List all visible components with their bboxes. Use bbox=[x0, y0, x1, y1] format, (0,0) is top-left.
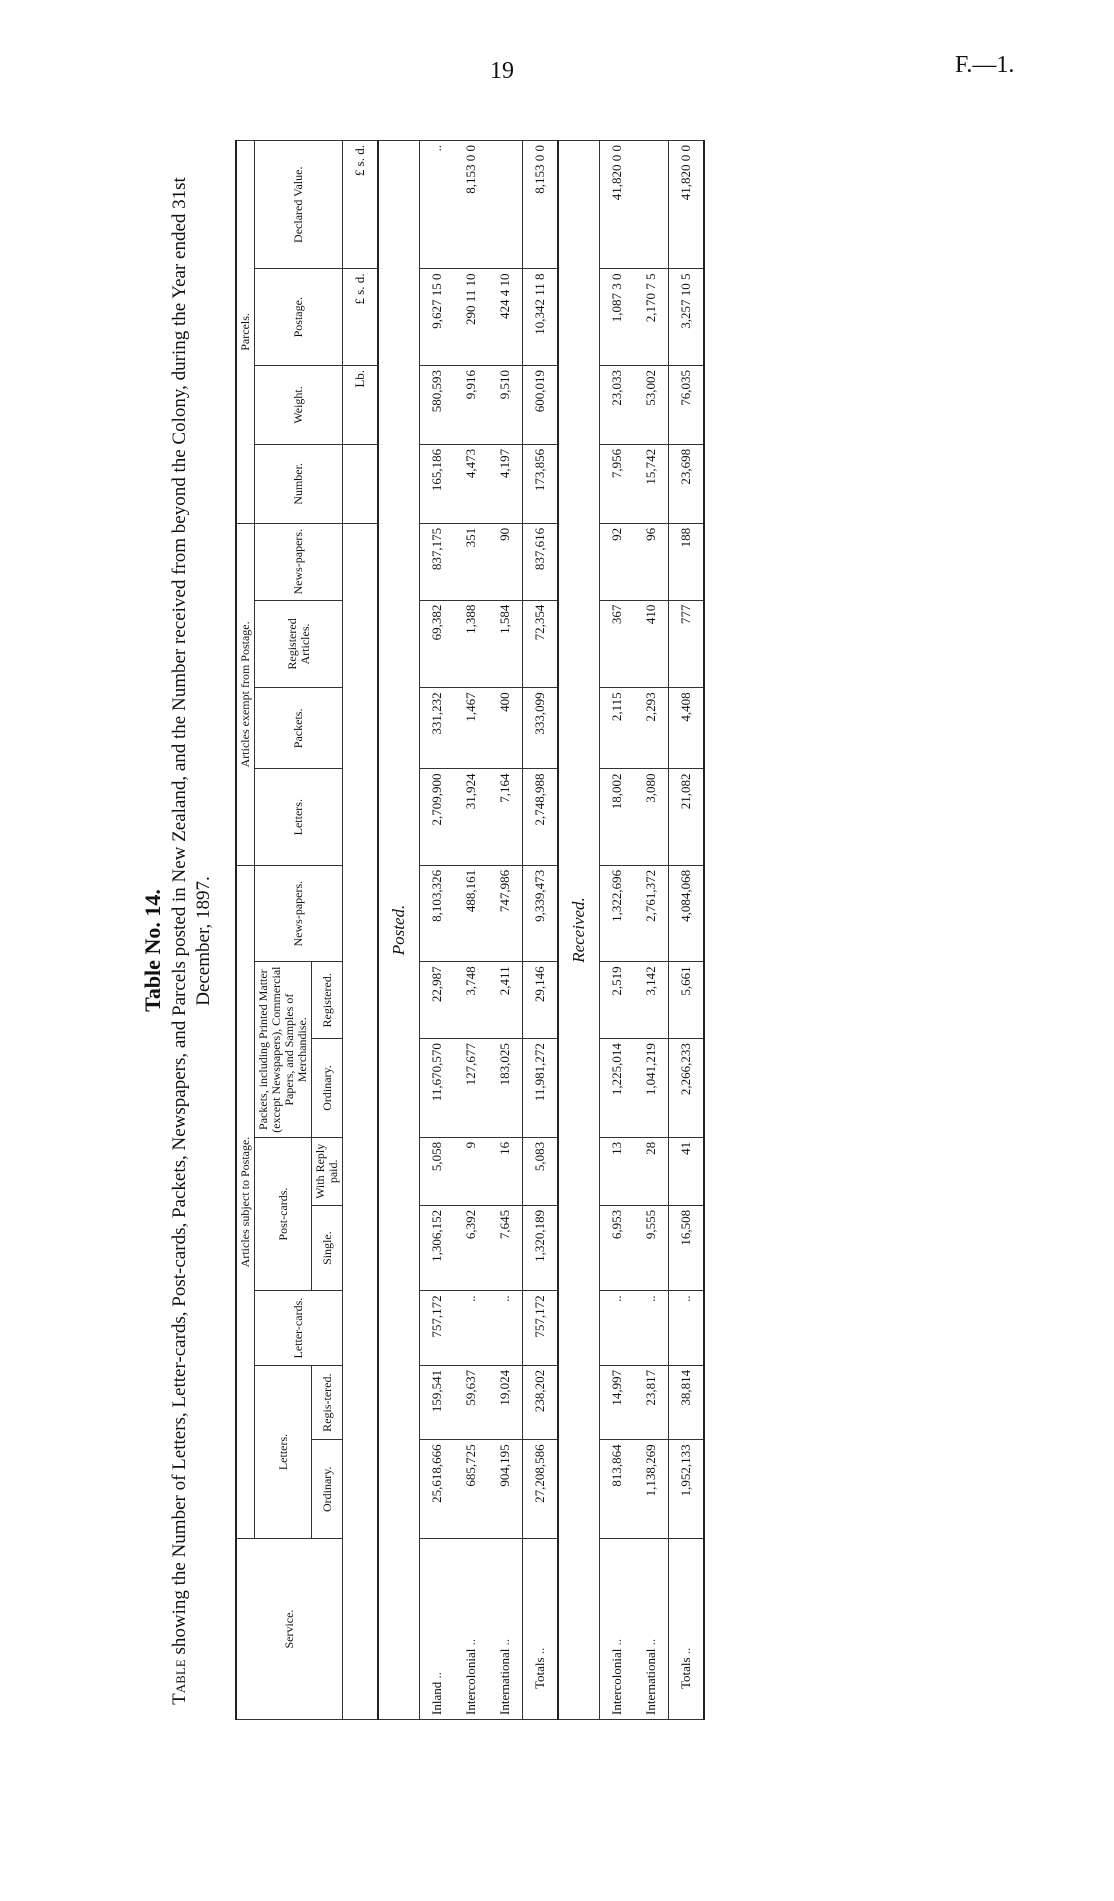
cell: 4,197 bbox=[488, 444, 523, 523]
cell: 3,080 bbox=[634, 769, 669, 865]
totals-row bbox=[523, 141, 559, 1720]
cell: 3,748 bbox=[454, 962, 488, 1039]
cell: 4,473 bbox=[454, 444, 488, 523]
cell: 333,099 bbox=[523, 688, 559, 769]
header-subject-to-postage: Articles subject to Postage. bbox=[236, 865, 255, 1538]
header-exempt-newspapers: News-papers. bbox=[255, 523, 343, 600]
header-parcels: Parcels. bbox=[236, 141, 255, 524]
cell: 41,820 0 0 bbox=[600, 141, 635, 269]
service-name: Intercolonial .. bbox=[600, 1539, 635, 1720]
cell: 2,519 bbox=[600, 962, 635, 1039]
statistics-table bbox=[235, 140, 705, 1720]
cell: 2,293 bbox=[634, 688, 669, 769]
section-title-received: Received. bbox=[558, 141, 600, 1720]
cell: 28 bbox=[634, 1137, 669, 1205]
cell: 1,322,696 bbox=[600, 865, 635, 962]
cell: 23,033 bbox=[600, 365, 635, 444]
cell: 1,225,014 bbox=[600, 1039, 635, 1138]
service-name: Inland .. bbox=[420, 1539, 455, 1720]
cell: 165,186 bbox=[420, 444, 455, 523]
cell: 27,208,586 bbox=[523, 1440, 559, 1539]
cell: 23,817 bbox=[634, 1365, 669, 1440]
cell: 837,175 bbox=[420, 523, 455, 600]
cell: 1,041,219 bbox=[634, 1039, 669, 1138]
cell: 72,354 bbox=[523, 600, 559, 688]
header-service: Service. bbox=[236, 1539, 343, 1720]
header-post-cards: Post-cards. bbox=[255, 1137, 312, 1290]
cell: 10,342 11 8 bbox=[523, 269, 559, 365]
cell: 580,593 bbox=[420, 365, 455, 444]
header-letters-ordinary: Ordinary. bbox=[312, 1440, 343, 1539]
cell: 69,382 bbox=[420, 600, 455, 688]
cell: .. bbox=[420, 141, 455, 269]
cell: 685,725 bbox=[454, 1440, 488, 1539]
header-postcards-single: Single. bbox=[312, 1205, 343, 1291]
totals-row bbox=[669, 141, 705, 1720]
cell: 9,510 bbox=[488, 365, 523, 444]
cell: 2,266,233 bbox=[669, 1039, 705, 1138]
cell: 904,195 bbox=[488, 1440, 523, 1539]
cell: 1,320,189 bbox=[523, 1205, 559, 1291]
cell: 367 bbox=[600, 600, 635, 688]
cell: 29,146 bbox=[523, 962, 559, 1039]
unit-lb: Lb. bbox=[343, 365, 379, 444]
header-letter-cards: Letter-cards. bbox=[255, 1291, 343, 1366]
cell: 159,541 bbox=[420, 1365, 455, 1440]
cell: 2,709,900 bbox=[420, 769, 455, 865]
header-letters: Letters. bbox=[255, 1365, 312, 1538]
cell: 127,677 bbox=[454, 1039, 488, 1138]
cell: 19,024 bbox=[488, 1365, 523, 1440]
header-parcel-postage: Postage. bbox=[255, 269, 343, 365]
cell: 777 bbox=[669, 600, 705, 688]
cell: 22,987 bbox=[420, 962, 455, 1039]
cell: 757,172 bbox=[523, 1291, 559, 1366]
header-letters-registered: Regis-tered. bbox=[312, 1365, 343, 1440]
cell: 2,761,372 bbox=[634, 865, 669, 962]
cell: 1,467 bbox=[454, 688, 488, 769]
table-number-heading: Table No. 14. bbox=[140, 889, 165, 1012]
cell: 400 bbox=[488, 688, 523, 769]
cell: 41 bbox=[669, 1137, 705, 1205]
cell: 13 bbox=[600, 1137, 635, 1205]
service-name: International .. bbox=[634, 1539, 669, 1720]
cell: 1,388 bbox=[454, 600, 488, 688]
cell: 4,084,068 bbox=[669, 865, 705, 962]
cell: 2,748,988 bbox=[523, 769, 559, 865]
table-caption bbox=[168, 161, 216, 1721]
cell: 2,170 7 5 bbox=[634, 269, 669, 365]
cell: 23,698 bbox=[669, 444, 705, 523]
cell: .. bbox=[600, 1291, 635, 1366]
cell: .. bbox=[488, 1291, 523, 1366]
cell: 1,306,152 bbox=[420, 1205, 455, 1291]
header-parcel-weight: Weight. bbox=[255, 365, 343, 444]
cell: 11,981,272 bbox=[523, 1039, 559, 1138]
cell: 600,019 bbox=[523, 365, 559, 444]
table-row bbox=[634, 141, 669, 1720]
cell: 7,164 bbox=[488, 769, 523, 865]
cell: 488,161 bbox=[454, 865, 488, 962]
cell: 8,103,326 bbox=[420, 865, 455, 962]
cell: 8,153 0 0 bbox=[454, 141, 488, 269]
cell: 76,035 bbox=[669, 365, 705, 444]
cell: .. bbox=[634, 1291, 669, 1366]
unit-lsd-declared: £ s. d. bbox=[343, 141, 379, 269]
cell: 53,002 bbox=[634, 365, 669, 444]
cell: 1,584 bbox=[488, 600, 523, 688]
cell bbox=[634, 141, 669, 269]
cell: 21,082 bbox=[669, 769, 705, 865]
cell: 16,508 bbox=[669, 1205, 705, 1291]
table-row bbox=[454, 141, 488, 1720]
header-exempt-letters: Letters. bbox=[255, 769, 343, 865]
cell: 183,025 bbox=[488, 1039, 523, 1138]
header-declared-value: Declared Value. bbox=[255, 141, 343, 269]
service-name: Totals .. bbox=[669, 1539, 705, 1720]
table-row bbox=[488, 141, 523, 1720]
units-spacer bbox=[343, 444, 379, 523]
cell: 38,814 bbox=[669, 1365, 705, 1440]
cell: 4,408 bbox=[669, 688, 705, 769]
cell: 31,924 bbox=[454, 769, 488, 865]
cell: 2,411 bbox=[488, 962, 523, 1039]
header-parcel-number: Number. bbox=[255, 444, 343, 523]
header-packets: Packets, including Printed Matter (except Newspapers), Commercial Papers, and Samples of Merchandise. bbox=[255, 962, 312, 1137]
cell: 5,058 bbox=[420, 1137, 455, 1205]
cell: 424 4 10 bbox=[488, 269, 523, 365]
service-name: Totals .. bbox=[523, 1539, 559, 1720]
service-name: Intercolonial .. bbox=[454, 1539, 488, 1720]
document-reference: F.—1. bbox=[955, 52, 1015, 78]
header-exempt-packets: Packets. bbox=[255, 688, 343, 769]
cell: 6,392 bbox=[454, 1205, 488, 1291]
service-name: International .. bbox=[488, 1539, 523, 1720]
cell: 813,864 bbox=[600, 1440, 635, 1539]
cell: 410 bbox=[634, 600, 669, 688]
cell: 173,856 bbox=[523, 444, 559, 523]
cell: 837,616 bbox=[523, 523, 559, 600]
cell: 188 bbox=[669, 523, 705, 600]
cell: 14,997 bbox=[600, 1365, 635, 1440]
cell: 41,820 0 0 bbox=[669, 141, 705, 269]
cell: 290 11 10 bbox=[454, 269, 488, 365]
cell: 7,645 bbox=[488, 1205, 523, 1291]
cell: 92 bbox=[600, 523, 635, 600]
header-newspapers: News-papers. bbox=[255, 865, 343, 962]
unit-lsd: £ s. d. bbox=[343, 269, 379, 365]
cell: .. bbox=[669, 1291, 705, 1366]
cell: 96 bbox=[634, 523, 669, 600]
cell: 5,083 bbox=[523, 1137, 559, 1205]
cell: .. bbox=[454, 1291, 488, 1366]
caption-lead: Table bbox=[169, 1659, 190, 1705]
cell: 1,138,269 bbox=[634, 1440, 669, 1539]
cell: 11,670,570 bbox=[420, 1039, 455, 1138]
header-exempt-registered: Registered Articles. bbox=[255, 600, 343, 688]
cell: 351 bbox=[454, 523, 488, 600]
header-exempt-from-postage: Articles exempt from Postage. bbox=[236, 523, 255, 865]
header-packets-registered: Registered. bbox=[312, 962, 343, 1039]
cell: 16 bbox=[488, 1137, 523, 1205]
cell: 90 bbox=[488, 523, 523, 600]
table-row bbox=[420, 141, 455, 1720]
cell: 747,986 bbox=[488, 865, 523, 962]
caption-text: showing the Number of Letters, Letter-cards, Post-cards, Packets, Newspapers, and Parcels posted in New Zealand, and the Number received from beyond the Colony, during the Year ended 31st December, 1897. bbox=[169, 177, 214, 1660]
units-spacer bbox=[343, 523, 379, 1719]
cell: 238,202 bbox=[523, 1365, 559, 1440]
cell: 5,661 bbox=[669, 962, 705, 1039]
header-packets-ordinary: Ordinary. bbox=[312, 1039, 343, 1138]
cell: 9,555 bbox=[634, 1205, 669, 1291]
cell: 9,339,473 bbox=[523, 865, 559, 962]
cell: 3,257 10 5 bbox=[669, 269, 705, 365]
cell: 3,142 bbox=[634, 962, 669, 1039]
cell: 18,002 bbox=[600, 769, 635, 865]
cell bbox=[488, 141, 523, 269]
page-number: 19 bbox=[490, 58, 514, 84]
cell: 7,956 bbox=[600, 444, 635, 523]
cell: 15,742 bbox=[634, 444, 669, 523]
cell: 757,172 bbox=[420, 1291, 455, 1366]
cell: 25,618,666 bbox=[420, 1440, 455, 1539]
cell: 331,232 bbox=[420, 688, 455, 769]
cell: 8,153 0 0 bbox=[523, 141, 559, 269]
cell: 9,627 15 0 bbox=[420, 269, 455, 365]
cell: 1,952,133 bbox=[669, 1440, 705, 1539]
header-postcards-reply: With Reply paid. bbox=[312, 1137, 343, 1205]
cell: 9 bbox=[454, 1137, 488, 1205]
cell: 9,916 bbox=[454, 365, 488, 444]
cell: 2,115 bbox=[600, 688, 635, 769]
cell: 59,637 bbox=[454, 1365, 488, 1440]
cell: 1,087 3 0 bbox=[600, 269, 635, 365]
section-title-posted: Posted. bbox=[378, 141, 420, 1720]
table-row bbox=[600, 141, 635, 1720]
cell: 6,953 bbox=[600, 1205, 635, 1291]
